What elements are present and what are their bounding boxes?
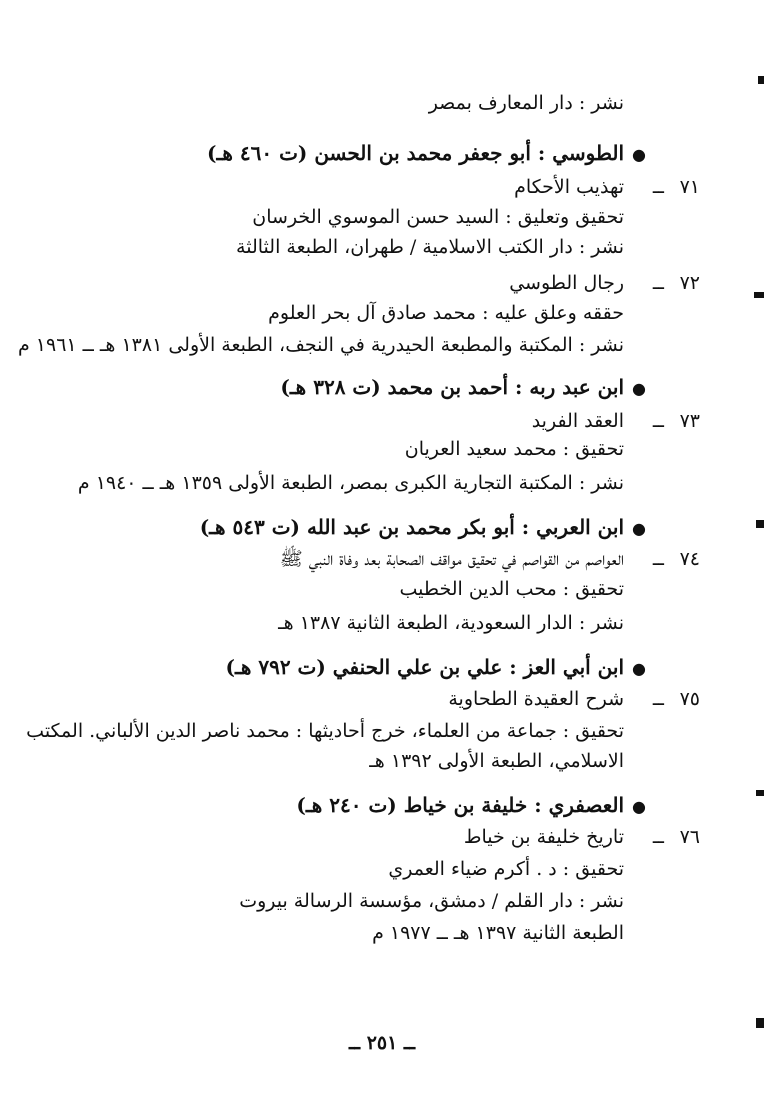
entry-number: ٧٦ (679, 826, 700, 848)
entry-detail: تحقيق : د . أكرم ضياء العمري (388, 858, 624, 880)
entry-dash: ــ (652, 410, 664, 432)
entry-dash: ــ (652, 548, 664, 570)
entry-detail: نشر : المكتبة والمطبعة الحيدرية في النجف، الطبعة الأولى ١٣٨١ هـ ــ ١٩٦١ م (17, 334, 624, 356)
entry-title: شرح العقيدة الطحاوية (448, 688, 624, 710)
bullet-icon: ● (632, 659, 646, 678)
entry-dash: ــ (652, 688, 664, 710)
author-heading (226, 652, 646, 684)
author-name: ابن عبد ربه : أحمد بن محمد (ت ٣٢٨ هـ) (280, 375, 625, 399)
entry-detail: الاسلامي، الطبعة الأولى ١٣٩٢ هـ (369, 750, 624, 772)
entry-detail: نشر : المكتبة التجارية الكبرى بمصر، الطبعة الأولى ١٣٥٩ هـ ــ ١٩٤٠ م (77, 472, 624, 494)
entry-detail: حققه وعلق عليه : محمد صادق آل بحر العلوم (268, 302, 624, 324)
bullet-icon: ● (632, 145, 646, 164)
author-name: ابن العربي : أبو بكر محمد بن عبد الله (ت ٥٤٣ هـ) (199, 515, 625, 539)
entry-detail: تحقيق : جماعة من العلماء، خرج أحاديثها : محمد ناصر الدين الألباني. المكتب (26, 720, 624, 742)
scan-mark (756, 1018, 764, 1028)
entry-title: تاريخ خليفة بن خياط (463, 826, 624, 848)
bullet-icon: ● (632, 797, 646, 816)
entry-detail: الطبعة الثانية ١٣٩٧ هـ ــ ١٩٧٧ م (372, 922, 624, 944)
page-number: ــ ٢٥١ ــ (348, 1032, 416, 1054)
entry-number: ٧٣ (679, 410, 700, 432)
entry-detail: تحقيق : محمد سعيد العريان (404, 438, 624, 460)
scan-mark (754, 292, 764, 298)
author-heading (280, 372, 646, 404)
entry-detail: نشر : دار المعارف بمصر (428, 92, 624, 114)
entry-title: تهذيب الأحكام (514, 176, 624, 198)
entry-number: ٧٥ (679, 688, 700, 710)
bullet-icon: ● (632, 379, 646, 398)
scan-mark (756, 520, 764, 528)
entry-detail: تحقيق : محب الدين الخطيب (399, 578, 624, 600)
entry-number: ٧١ (679, 176, 700, 198)
entry-number: ٧٢ (679, 272, 700, 294)
entry-detail: تحقيق وتعليق : السيد حسن الموسوي الخرسان (252, 206, 624, 228)
entry-title: العقد الفريد (531, 410, 624, 432)
entry-dash: ــ (652, 826, 664, 848)
entry-detail: نشر : دار القلم / دمشق، مؤسسة الرسالة بيروت (239, 890, 624, 912)
bullet-icon: ● (632, 519, 646, 538)
author-heading (296, 790, 646, 822)
scan-mark (758, 76, 764, 84)
author-name: ابن أبي العز : علي بن علي الحنفي (ت ٧٩٢ هـ) (225, 655, 625, 679)
entry-dash: ــ (652, 176, 664, 198)
author-name: الطوسي : أبو جعفر محمد بن الحسن (ت ٤٦٠ هـ) (207, 141, 625, 165)
author-name: العصفري : خليفة بن خياط (ت ٢٤٠ هـ) (296, 793, 625, 817)
author-heading (207, 138, 646, 170)
entry-detail: نشر : الدار السعودية، الطبعة الثانية ١٣٨٧ هـ (278, 612, 624, 634)
entry-title: العواصم من القواصم في تحقيق مواقف الصحابة بعد وفاة النبي ﷺ (279, 548, 624, 570)
author-heading (200, 512, 646, 544)
entry-number: ٧٤ (679, 548, 700, 570)
entry-dash: ــ (652, 272, 664, 294)
entry-detail: نشر : دار الكتب الاسلامية / طهران، الطبعة الثالثة (236, 236, 624, 258)
scan-mark (756, 790, 764, 796)
entry-title: رجال الطوسي (509, 272, 624, 294)
